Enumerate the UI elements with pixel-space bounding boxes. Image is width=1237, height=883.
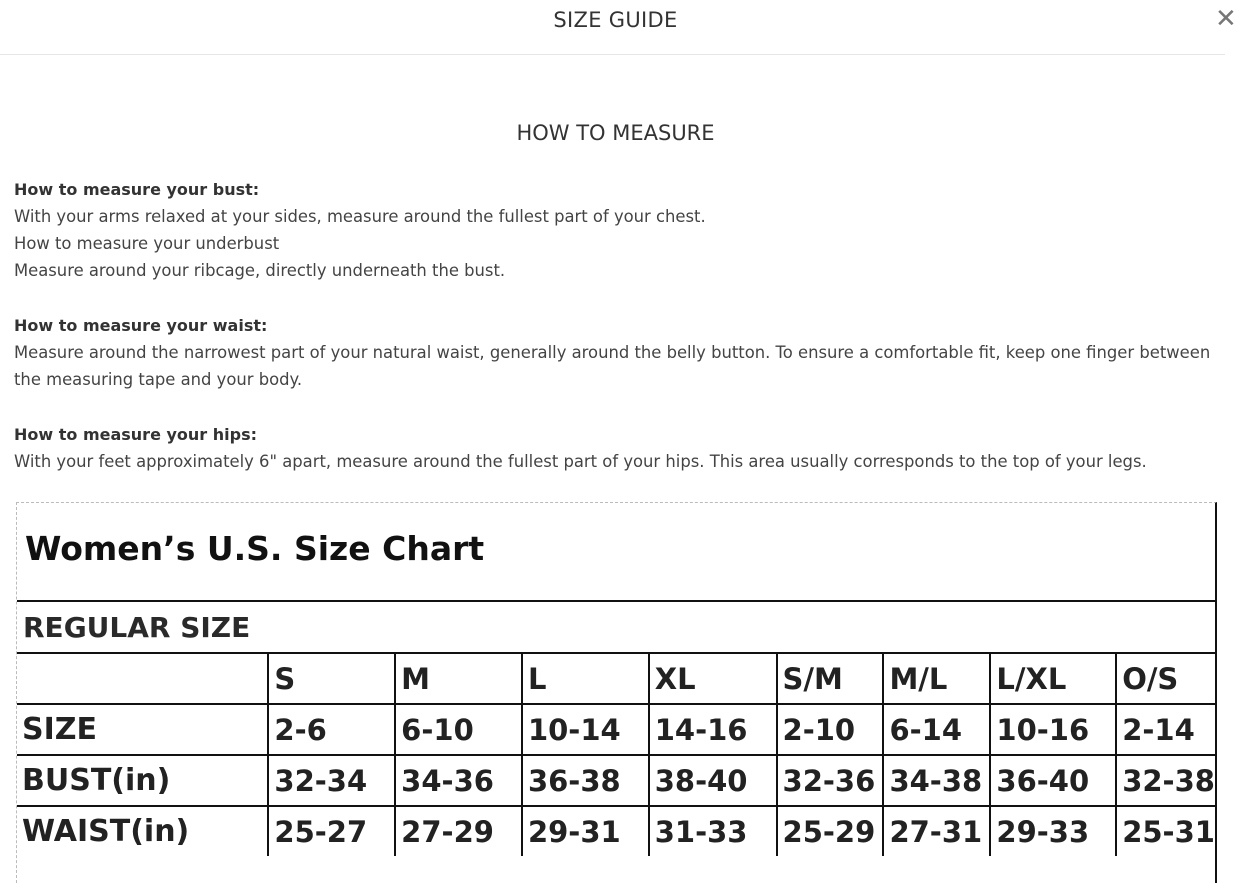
size-chart-image [16,502,1217,883]
size-cell: 31-33 [649,806,777,856]
size-cell: 36-40 [990,755,1116,806]
size-cell: 34-38 [883,755,990,806]
size-column-header: M [395,653,522,704]
size-column-header: S/M [777,653,884,704]
size-column-header: L/XL [990,653,1116,704]
size-cell: 25-27 [268,806,395,856]
underbust-heading: How to measure your underbust [14,234,280,253]
size-row [17,755,1215,806]
size-cell: 25-29 [777,806,884,856]
size-cell: 2-10 [777,704,884,755]
size-row [17,806,1215,856]
chart-divider [17,600,1215,602]
size-header-row [17,653,1215,704]
size-row [17,704,1215,755]
hips-text: With your feet approximately 6" apart, measure around the fullest part of your hips. This area usually corresponds to the top of your legs. [14,452,1147,471]
size-cell: 6-14 [883,704,990,755]
row-label: SIZE [17,704,268,755]
size-cell: 2-14 [1116,704,1215,755]
how-to-measure-heading: HOW TO MEASURE [516,121,715,145]
row-label: BUST(in) [17,755,268,806]
size-column-header: L [522,653,649,704]
row-label: WAIST(in) [17,806,268,856]
size-cell: 10-14 [522,704,649,755]
spacer [14,393,1214,421]
hips-heading: How to measure your hips: [14,425,258,444]
size-cell: 2-6 [268,704,395,755]
close-icon[interactable]: ✕ [1215,4,1237,34]
size-table [17,652,1215,856]
size-column-header: XL [649,653,777,704]
modal-header [0,0,1237,55]
bust-heading: How to measure your bust: [14,180,260,199]
size-column-header: M/L [883,653,990,704]
size-cell: 27-29 [395,806,522,856]
size-cell: 32-38 [1116,755,1215,806]
size-cell: 6-10 [395,704,522,755]
bust-text: With your arms relaxed at your sides, measure around the fullest part of your chest. [14,207,706,226]
size-cell: 32-36 [777,755,884,806]
size-cell: 29-31 [522,806,649,856]
underbust-text: Measure around your ribcage, directly underneath the bust. [14,261,506,280]
measure-instructions [14,176,1214,475]
size-cell: 14-16 [649,704,777,755]
size-cell: 27-31 [883,806,990,856]
size-cell: 38-40 [649,755,777,806]
spacer [14,284,1214,312]
regular-size-label: REGULAR SIZE [23,611,251,644]
size-cell: 10-16 [990,704,1116,755]
size-cell: 34-36 [395,755,522,806]
row-label [17,653,268,704]
waist-heading: How to measure your waist: [14,316,268,335]
waist-text: Measure around the narrowest part of your natural waist, generally around the belly button. To ensure a comfortable fit, keep one finger between the measuring tape and your body. [14,343,1211,389]
size-chart-title: Women’s U.S. Size Chart [25,529,485,568]
size-cell: 25-31 [1116,806,1215,856]
size-column-header: O/S [1116,653,1215,704]
size-cell: 36-38 [522,755,649,806]
size-column-header: S [268,653,395,704]
size-cell: 29-33 [990,806,1116,856]
size-cell: 32-34 [268,755,395,806]
modal-title: SIZE GUIDE [553,8,678,32]
